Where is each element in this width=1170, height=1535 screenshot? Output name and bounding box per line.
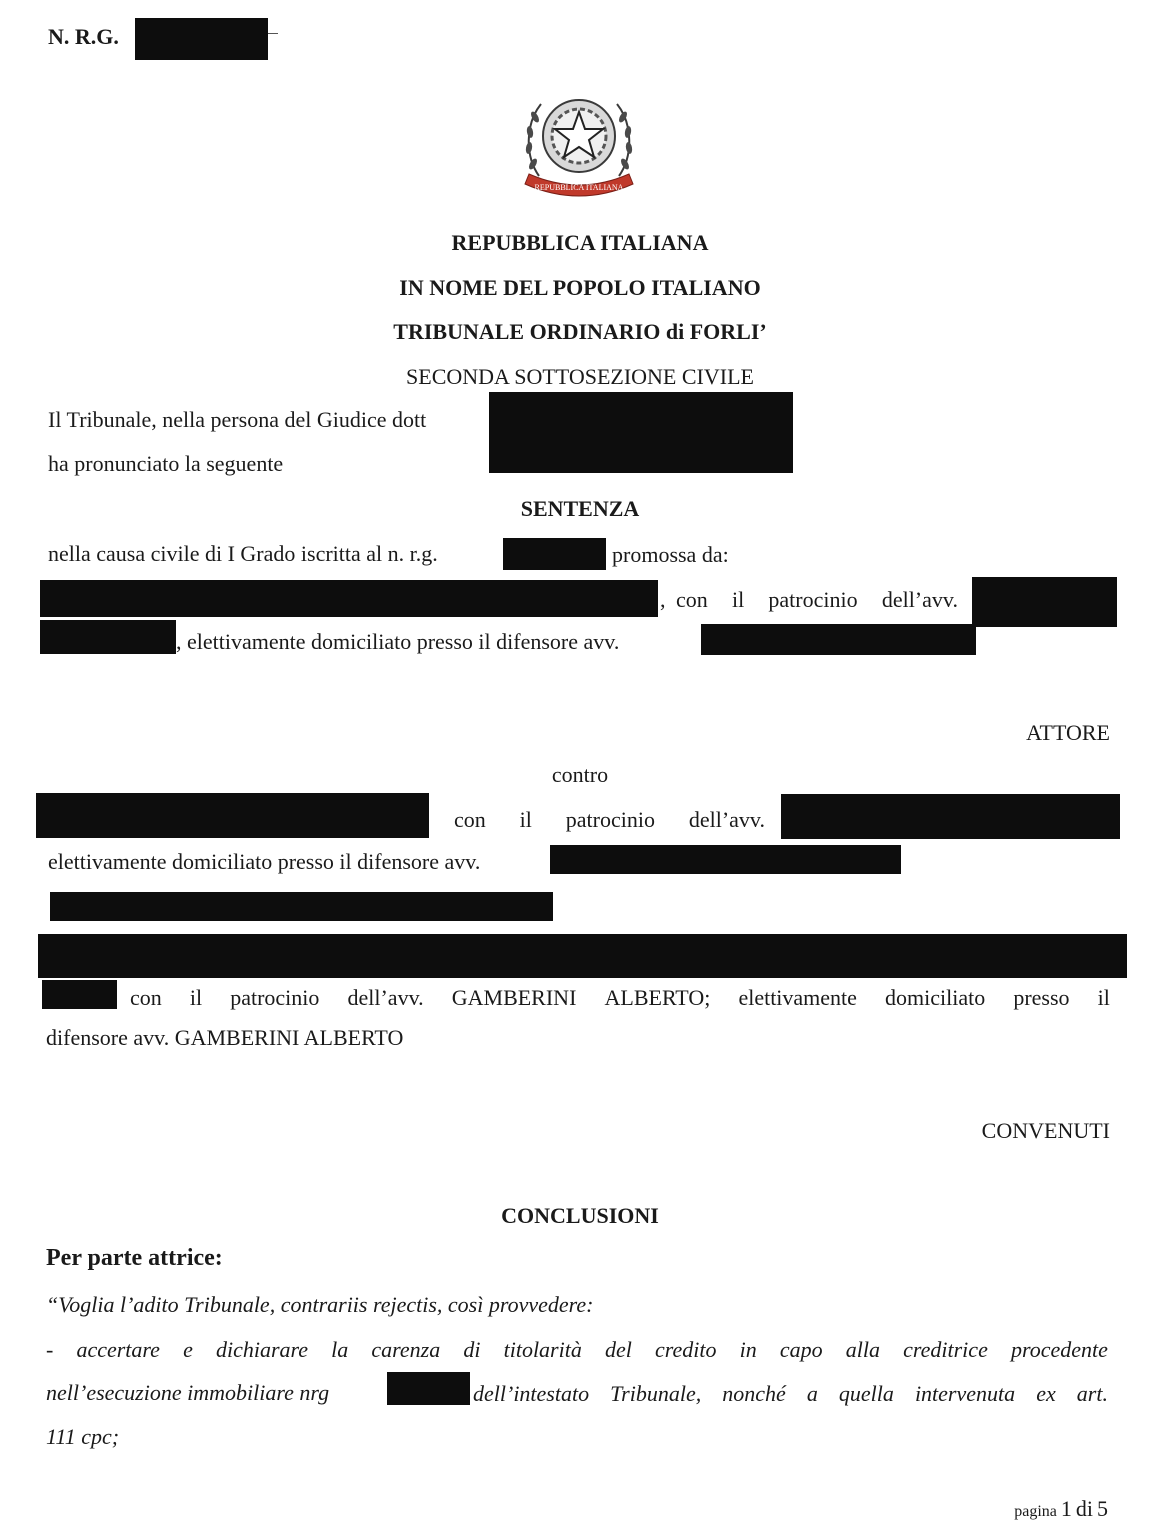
quote-line2-word: carenza <box>371 1337 441 1362</box>
pronounced-line: ha pronunciato la seguente <box>48 451 284 476</box>
redaction-plaintiff-lawyer-cont <box>40 620 176 654</box>
quote-line2-word: accertare <box>76 1337 160 1362</box>
quote-line2-word: alla <box>845 1337 880 1362</box>
redaction-plaintiff-name <box>40 580 658 617</box>
title-tribunale: TRIBUNALE ORDINARIO di FORLI’ <box>393 319 767 344</box>
emblem-ribbon-text: REPUBBLICA ITALIANA <box>534 183 624 192</box>
case-line-prefix: nella causa civile di I Grado iscritta al n. r.g. <box>48 541 438 566</box>
quote-line2-word: in <box>739 1337 757 1362</box>
word-presso: presso <box>1013 985 1070 1010</box>
word-con: con <box>454 807 486 832</box>
contro-label: contro <box>551 762 609 787</box>
redaction-rg-number <box>503 538 606 570</box>
defendant1-counsel-line <box>454 807 765 833</box>
conclusions-title: CONCLUSIONI <box>501 1203 659 1228</box>
word-avv: dell’avv. <box>688 807 765 832</box>
conclusion-quote-line2 <box>46 1337 1108 1363</box>
defendant2-counsel-line <box>130 985 1110 1011</box>
conclusion-quote-line3-prefix: nell’esecuzione immobiliare nrg <box>46 1380 330 1405</box>
quote-line2-word: e <box>183 1337 193 1362</box>
word-gamberini: GAMBERINI <box>451 985 577 1010</box>
role-attore: ATTORE <box>1026 720 1110 745</box>
word-con: con <box>676 587 708 612</box>
redaction-defendant1-domicile <box>550 845 901 874</box>
quote-line2-word: del <box>604 1337 632 1362</box>
quote-line2-word: di <box>463 1337 481 1362</box>
page-indicator <box>960 1496 1108 1522</box>
quote-line2-word: procedente <box>1010 1337 1108 1362</box>
page-number: 1 <box>1060 1496 1072 1521</box>
quote-line2-word: titolarità <box>503 1337 582 1362</box>
word-patrocinio: patrocinio <box>565 807 655 832</box>
quote-line3-word: ex <box>1036 1381 1056 1406</box>
word-il: il <box>519 807 532 832</box>
quote-line3-word: intervenuta <box>914 1381 1016 1406</box>
word-il: il <box>189 985 203 1010</box>
word-il-2: il <box>1097 985 1110 1010</box>
party-heading: Per parte attrice: <box>46 1245 223 1271</box>
role-convenuti: CONVENUTI <box>981 1118 1110 1143</box>
word-avv: dell’avv. <box>881 587 958 612</box>
redaction-plaintiff-domicile <box>701 624 976 655</box>
defendant2-domicile-line2: difensore avv. GAMBERINI ALBERTO <box>46 1025 404 1050</box>
quote-line2-word: capo <box>779 1337 823 1362</box>
page-of-label: di <box>1075 1496 1093 1521</box>
page-label: pagina <box>1014 1503 1057 1520</box>
quote-line2-word: creditrice <box>903 1337 988 1362</box>
quote-line2-word: - <box>46 1337 54 1362</box>
plaintiff-domicile: , elettivamente domiciliato presso il difensore avv. <box>176 629 620 654</box>
title-repubblica: REPUBBLICA ITALIANA <box>451 230 709 255</box>
quote-line3-word: Tribunale, <box>610 1381 702 1406</box>
quote-line2-word: la <box>331 1337 349 1362</box>
quote-line3-word: a <box>806 1381 818 1406</box>
judge-line: Il Tribunale, nella persona del Giudice dott <box>48 407 427 432</box>
quote-line3-word: dell’intestato <box>473 1381 590 1406</box>
word-elettivamente: elettivamente <box>738 985 857 1010</box>
quote-line3-word: quella <box>838 1381 894 1406</box>
plaintiff-comma: , <box>660 587 666 612</box>
quote-line2-word: credito <box>655 1337 717 1362</box>
defendant1-domicile: elettivamente domiciliato presso il difensore avv. <box>48 849 481 874</box>
word-patrocinio: patrocinio <box>768 587 858 612</box>
word-patrocinio: patrocinio <box>230 985 320 1010</box>
page-total: 5 <box>1097 1496 1108 1521</box>
redaction-defendant1-lawyer <box>781 794 1120 839</box>
redaction-plaintiff-lawyer <box>972 577 1117 627</box>
word-con: con <box>130 985 162 1010</box>
conclusion-quote-line4: 111 cpc; <box>46 1424 120 1449</box>
case-number-label: N. R.G. <box>48 24 119 49</box>
plaintiff-counsel-line <box>676 587 958 613</box>
title-sottosezione: SECONDA SOTTOSEZIONE CIVILE <box>406 364 754 389</box>
redaction-judge-name <box>489 392 793 473</box>
header-tick-mark <box>268 33 278 34</box>
italian-republic-emblem-icon <box>517 84 641 210</box>
redaction-case-number <box>135 18 268 60</box>
quote-line3-word: art. <box>1076 1381 1108 1406</box>
conclusion-quote-line3-rest <box>473 1381 1108 1407</box>
quote-line2-word: dichiarare <box>215 1337 309 1362</box>
conclusion-quote-line1: “Voglia l’adito Tribunale, contrariis rejectis, così provvedere: <box>46 1292 594 1317</box>
redaction-defendant2-line1 <box>50 892 553 921</box>
redaction-defendant1-name <box>36 793 429 838</box>
redaction-execution-nrg <box>387 1372 470 1405</box>
word-avv: dell’avv. <box>347 985 424 1010</box>
redaction-defendant2-line3 <box>42 980 117 1009</box>
word-domiciliato: domiciliato <box>885 985 986 1010</box>
sentence-title: SENTENZA <box>520 496 640 521</box>
quote-line3-word: nonché <box>722 1381 786 1406</box>
word-alberto: ALBERTO; <box>604 985 711 1010</box>
redaction-defendant2-line2 <box>38 934 1127 978</box>
title-popolo: IN NOME DEL POPOLO ITALIANO <box>399 275 761 300</box>
promoted-by: promossa da: <box>612 542 729 567</box>
word-il: il <box>731 587 745 612</box>
